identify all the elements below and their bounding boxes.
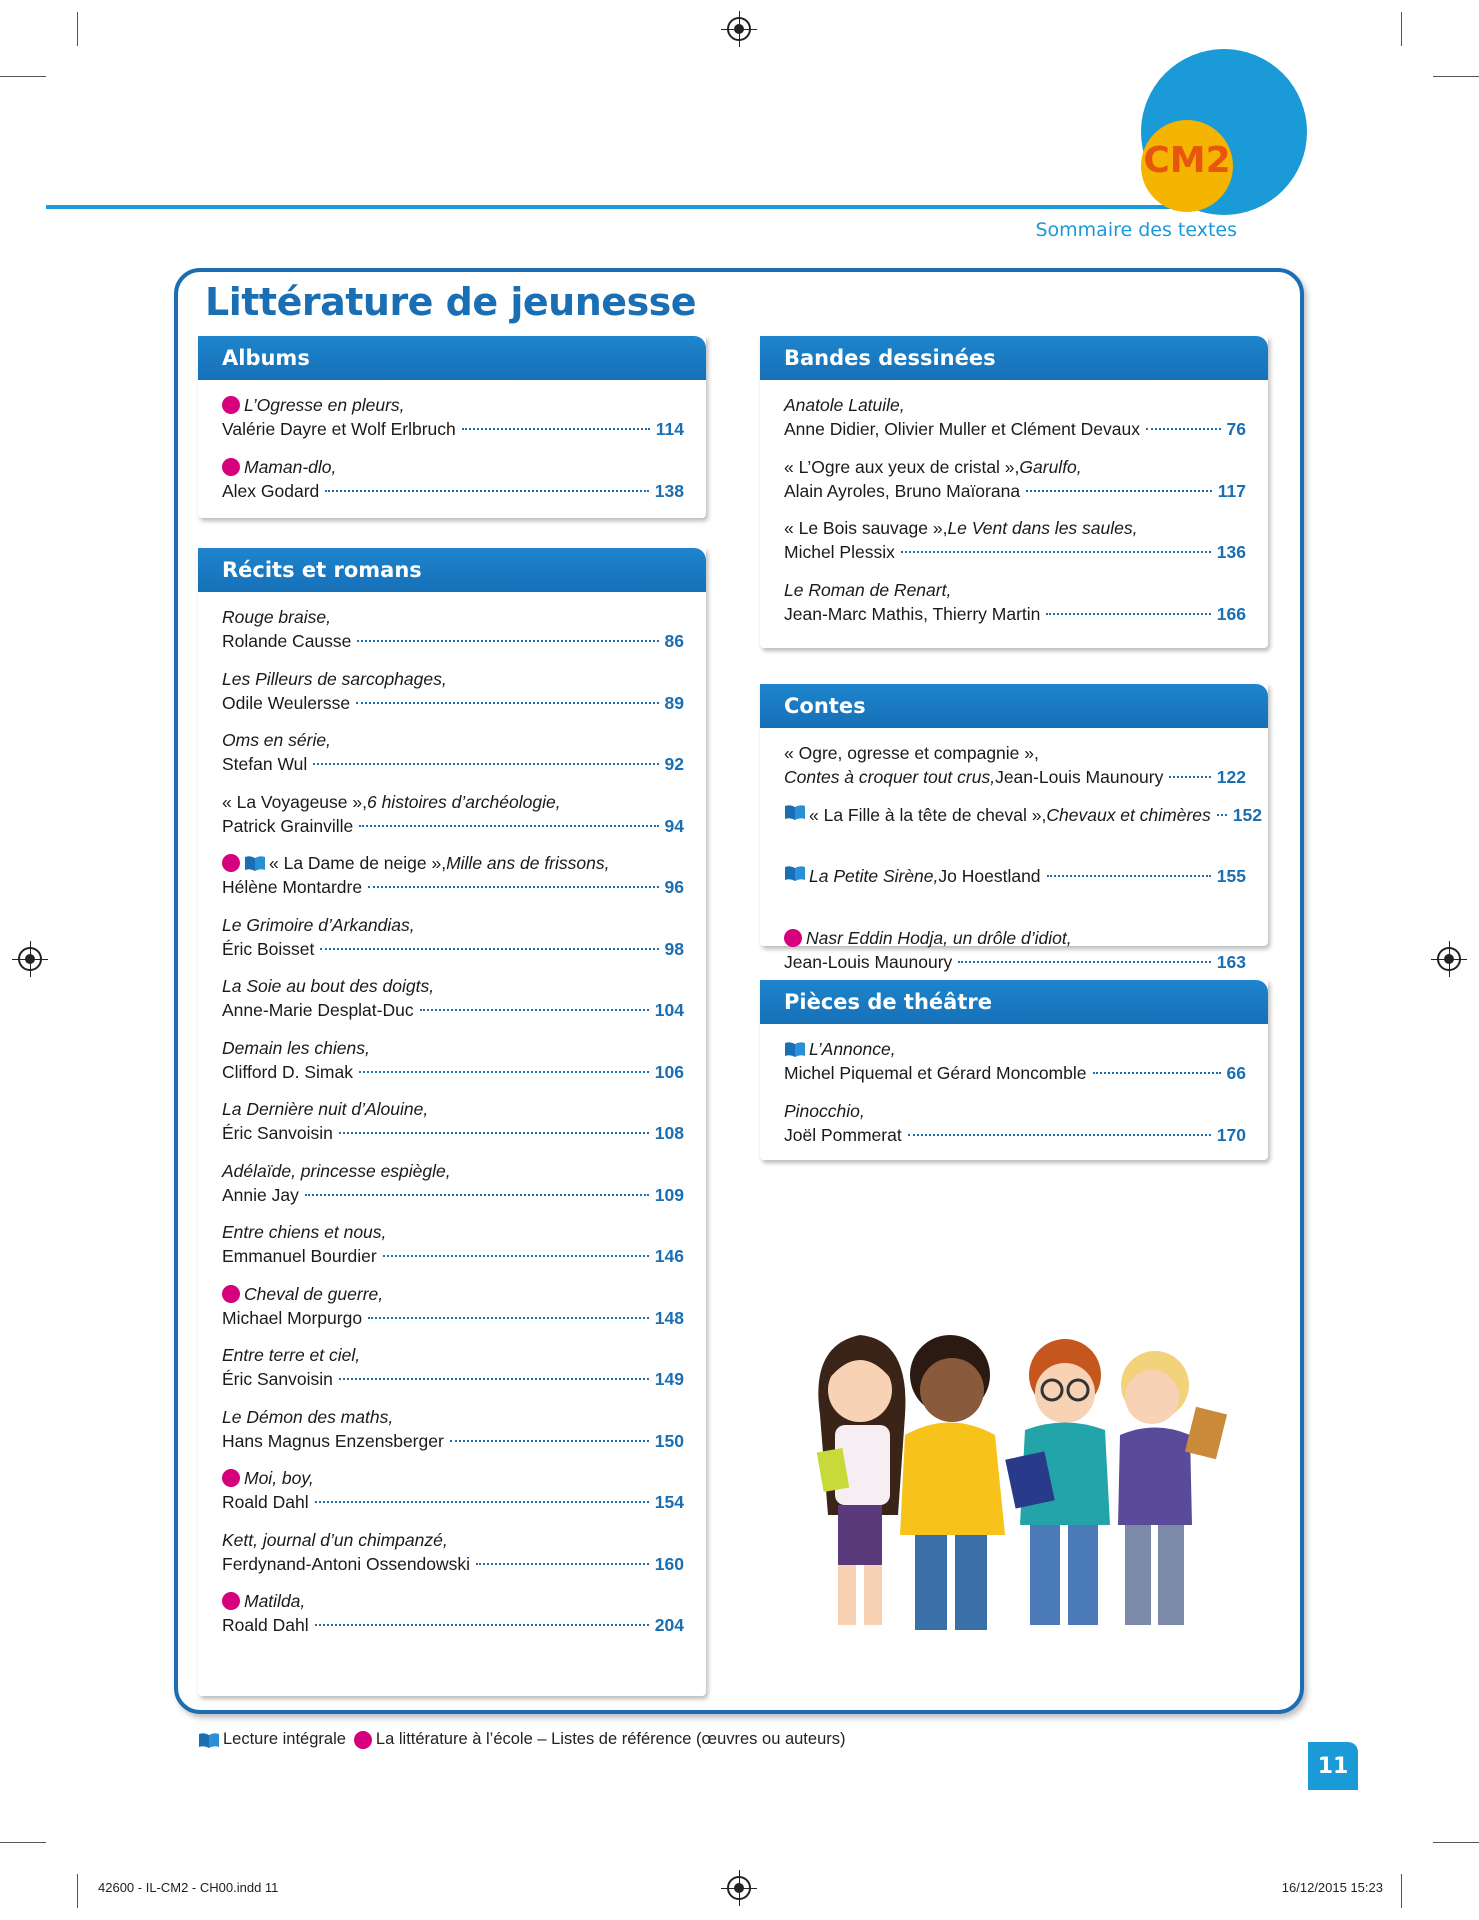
toc-entry[interactable] — [222, 1463, 684, 1525]
entry-title: La Dernière nuit d’Alouine, — [222, 1099, 429, 1119]
entry-title-line — [784, 741, 1246, 765]
entry-title-line — [222, 1220, 684, 1244]
entry-author: Éric Sanvoisin — [222, 1369, 333, 1389]
entry-title: Pinocchio, — [784, 1100, 865, 1121]
entry-title: Le Vent dans les saules, — [947, 518, 1138, 538]
leader-dots — [450, 1440, 649, 1442]
entry-author-line — [222, 814, 684, 838]
bd-heading: Bandes dessinées — [784, 346, 996, 370]
entry-title: 6 histoires d’archéologie, — [366, 791, 561, 812]
entry-author-line — [222, 1367, 684, 1391]
entry-author-line — [784, 765, 1246, 789]
leader-dots — [908, 1134, 1211, 1136]
toc-entry[interactable] — [222, 1402, 684, 1464]
albums-list — [198, 380, 706, 519]
crop-mark — [77, 12, 78, 46]
registration-mark — [18, 947, 42, 971]
pink-dot-icon — [222, 1592, 240, 1610]
leader-dots — [320, 948, 658, 950]
entry-title-line — [222, 455, 684, 479]
entry-page: 163 — [1216, 951, 1246, 972]
theatre-box — [760, 980, 1268, 1160]
entry-author: Jean-Louis Maunoury — [995, 767, 1164, 787]
entry-title: La Petite Sirène, — [809, 866, 939, 886]
leader-dots — [315, 1501, 649, 1503]
entry-author: Éric Boisset — [222, 938, 315, 959]
toc-entry[interactable] — [222, 1279, 684, 1341]
children-reading-illustration — [780, 1285, 1260, 1635]
leader-dots — [1146, 428, 1221, 430]
slug-left: 42600 - IL-CM2 - CH00.indd 11 — [98, 1880, 279, 1895]
pink-dot-icon — [222, 854, 240, 872]
entry-title: Le Grimoire d’Arkandias, — [222, 914, 415, 935]
leader-dots — [1093, 1072, 1221, 1074]
leader-dots — [339, 1132, 649, 1134]
entry-author: Michel Plessix — [784, 542, 895, 562]
entry-page: 155 — [1216, 866, 1246, 886]
entry-page: 86 — [664, 631, 684, 651]
leader-dots — [958, 961, 1211, 963]
leader-dots — [315, 1624, 649, 1626]
theatre-heading: Pièces de théâtre — [784, 990, 992, 1014]
registration-mark — [1437, 947, 1461, 971]
entry-title: Demain les chiens, — [222, 1037, 370, 1058]
entry-page: 148 — [654, 1307, 684, 1328]
entry-author-line — [222, 629, 684, 653]
toc-entry[interactable] — [784, 390, 1246, 452]
entry-title-line — [222, 1282, 684, 1306]
entry-prefix: « La Fille à la tête de cheval », — [809, 804, 1047, 825]
entry-author: Clifford D. Simak — [222, 1061, 353, 1082]
book-icon — [244, 854, 266, 872]
entry-title-line — [222, 790, 684, 814]
crop-mark — [77, 1874, 78, 1908]
pink-dot-icon — [222, 458, 240, 476]
slug-right: 16/12/2015 15:23 — [1281, 1880, 1383, 1895]
entry-title: Nasr Eddin Hodja, un drôle d’idiot, — [806, 927, 1072, 948]
toc-entry[interactable] — [784, 1096, 1246, 1158]
entry-title: Maman-dlo, — [244, 456, 337, 477]
entry-title-line — [784, 864, 1246, 888]
entry-title-line — [784, 1037, 1246, 1061]
crop-mark — [0, 1842, 46, 1843]
entry-author: Rolande Causse — [222, 631, 352, 651]
entry-page: 104 — [654, 1000, 684, 1020]
theatre-header — [760, 980, 1268, 1024]
entry-author-line — [784, 479, 1246, 503]
entry-author-line — [784, 1061, 1246, 1085]
toc-entry[interactable] — [222, 725, 684, 787]
toc-entry[interactable] — [784, 513, 1246, 575]
entry-page: 98 — [664, 938, 684, 959]
toc-entry[interactable] — [222, 1156, 684, 1218]
toc-entry[interactable] — [222, 452, 684, 514]
entry-author-line — [222, 1552, 684, 1576]
leader-dots — [383, 1255, 649, 1257]
entry-page: 94 — [664, 815, 684, 836]
toc-entry[interactable] — [222, 1094, 684, 1156]
entry-page: 170 — [1216, 1124, 1246, 1145]
bd-header — [760, 336, 1268, 380]
crop-mark — [1433, 1842, 1479, 1843]
entry-title-line — [222, 728, 684, 752]
registration-mark — [727, 17, 751, 41]
recits-box — [198, 548, 706, 1696]
leader-dots — [368, 1317, 649, 1319]
entry-title-line — [222, 1466, 684, 1490]
toc-entry[interactable] — [222, 1525, 684, 1587]
entry-page: 114 — [655, 419, 684, 439]
entry-page: 89 — [664, 692, 684, 713]
book-icon — [784, 803, 806, 821]
entry-page: 106 — [654, 1061, 684, 1082]
entry-author-line — [222, 1490, 684, 1514]
albums-heading: Albums — [222, 346, 310, 370]
entry-title-line — [222, 913, 684, 937]
entry-title-line — [784, 393, 1246, 417]
leader-dots — [1046, 613, 1210, 615]
entry-page: 136 — [1216, 542, 1246, 562]
entry-author: Jean-Marc Mathis, Thierry Martin — [784, 603, 1041, 624]
leader-dots — [901, 551, 1211, 553]
pink-dot-icon — [222, 1469, 240, 1487]
toc-entry[interactable] — [784, 452, 1246, 514]
leader-dots — [356, 702, 658, 704]
entry-author-line — [222, 1060, 684, 1084]
leader-dots — [1047, 875, 1211, 877]
entry-author: Annie Jay — [222, 1184, 299, 1205]
pink-dot-icon — [354, 1731, 372, 1749]
entry-title: Garulfo, — [1019, 456, 1082, 477]
entry-author-line — [222, 875, 684, 899]
entry-title-line — [222, 605, 684, 629]
crop-mark — [1401, 12, 1402, 46]
toc-entry[interactable] — [222, 1586, 684, 1648]
entry-page: 149 — [654, 1369, 684, 1389]
entry-title: Les Pilleurs de sarcophages, — [222, 668, 447, 689]
entry-author: Éric Sanvoisin — [222, 1123, 333, 1143]
entry-page: 76 — [1226, 419, 1246, 439]
toc-entry[interactable] — [222, 1033, 684, 1095]
leader-dots — [462, 428, 650, 430]
entry-page: 117 — [1217, 480, 1246, 501]
entry-prefix: « Ogre, ogresse et compagnie », — [784, 743, 1039, 763]
entry-title: Kett, journal d’un chimpanzé, — [222, 1529, 448, 1550]
entry-author-line — [222, 691, 684, 715]
entry-author: Odile Weulersse — [222, 692, 351, 713]
entry-page: 122 — [1216, 767, 1246, 787]
entry-author-line — [222, 1183, 684, 1207]
entry-author-line — [222, 1306, 684, 1330]
toc-entry[interactable] — [222, 664, 684, 726]
entry-title: Rouge braise, — [222, 607, 331, 627]
crop-mark — [1433, 76, 1479, 77]
entry-title: Anatole Latuile, — [784, 395, 905, 415]
entry-title-line — [784, 1099, 1246, 1123]
entry-author-line — [222, 1613, 684, 1637]
bd-box — [760, 336, 1268, 648]
entry-author-line — [222, 479, 684, 503]
entry-title: Mille ans de frissons, — [446, 853, 610, 873]
page-number: 11 — [1308, 1742, 1358, 1790]
entry-page: 92 — [664, 754, 684, 774]
entry-title-line — [222, 851, 684, 875]
entry-page: 108 — [654, 1123, 684, 1143]
entry-title: Matilda, — [244, 1591, 306, 1611]
toc-entry[interactable] — [784, 923, 1246, 985]
entry-author: Michel Piquemal et Gérard Moncomble — [784, 1063, 1087, 1083]
entry-page: 138 — [654, 480, 684, 501]
entry-page: 166 — [1216, 603, 1246, 624]
entry-author: Roald Dahl — [222, 1615, 309, 1635]
toc-entry[interactable] — [222, 848, 684, 910]
entry-title-line — [222, 667, 684, 691]
theatre-list — [760, 1024, 1268, 1163]
contes-header — [760, 684, 1268, 728]
entry-title: Oms en série, — [222, 730, 331, 750]
entry-page: 150 — [654, 1430, 684, 1451]
toc-entry[interactable] — [784, 800, 1262, 862]
toc-entry[interactable] — [784, 738, 1246, 800]
entry-title-line — [784, 926, 1246, 950]
entry-author: Emmanuel Bourdier — [222, 1246, 377, 1266]
entry-author: Stefan Wul — [222, 754, 308, 774]
entry-title-line — [222, 1097, 684, 1121]
entry-title: L’Ogresse en pleurs, — [244, 395, 405, 415]
leader-dots — [476, 1563, 649, 1565]
leader-dots — [305, 1194, 649, 1196]
leader-dots — [1026, 490, 1212, 492]
leader-dots — [313, 763, 658, 765]
entry-title: Chevaux et chimères — [1046, 804, 1211, 825]
entry-prefix: « Le Bois sauvage », — [784, 518, 948, 538]
bd-list — [760, 380, 1268, 642]
leader-dots — [359, 1071, 649, 1073]
entry-suffix: Jo Hoestland — [938, 866, 1041, 886]
toc-entry[interactable] — [784, 861, 1246, 923]
entry-title-line — [784, 516, 1246, 540]
entry-title-line — [222, 974, 684, 998]
entry-title: Cheval de guerre, — [244, 1283, 384, 1304]
entry-prefix: « La Dame de neige », — [269, 853, 447, 873]
toc-entry[interactable] — [222, 910, 684, 972]
entry-author: Valérie Dayre et Wolf Erlbruch — [222, 419, 456, 439]
leader-dots — [1169, 776, 1210, 778]
entry-author-line — [784, 602, 1246, 626]
entry-page: 154 — [654, 1492, 684, 1512]
recits-header — [198, 548, 706, 592]
contes-box — [760, 684, 1268, 972]
entry-collection: Contes à croquer tout crus, — [784, 767, 996, 787]
recits-heading: Récits et romans — [222, 558, 422, 582]
entry-author: Michael Morpurgo — [222, 1307, 363, 1328]
crop-mark — [0, 76, 46, 77]
entry-title-line — [222, 1405, 684, 1429]
entry-prefix: « L’Ogre aux yeux de cristal », — [784, 456, 1020, 477]
entry-title-line — [222, 1343, 684, 1367]
entry-author: Anne-Marie Desplat-Duc — [222, 1000, 414, 1020]
entry-title-line — [222, 1528, 684, 1552]
leader-dots — [368, 886, 658, 888]
entry-author-line — [784, 540, 1246, 564]
leader-dots — [325, 490, 649, 492]
section-subtitle: Sommaire des textes — [1035, 219, 1237, 241]
legend-book-label: Lecture intégrale — [223, 1730, 346, 1748]
entry-author-line — [222, 1429, 684, 1453]
contes-heading: Contes — [784, 694, 866, 718]
entry-prefix: « La Voyageuse », — [222, 791, 367, 812]
entry-page: 146 — [654, 1246, 684, 1266]
entry-author: Roald Dahl — [222, 1492, 309, 1512]
contes-list — [760, 728, 1268, 990]
entry-page: 109 — [654, 1184, 684, 1205]
entry-author-line — [222, 937, 684, 961]
entry-title: Adélaïde, princesse espiègle, — [222, 1160, 451, 1181]
crop-mark — [1401, 1874, 1402, 1908]
entry-author-line — [222, 998, 684, 1022]
registration-mark — [727, 1876, 751, 1900]
legend-pink-label: La littérature à l’école – Listes de référence (œuvres ou auteurs) — [375, 1730, 846, 1748]
entry-author-line — [784, 1123, 1246, 1147]
entry-page: 66 — [1226, 1063, 1246, 1083]
pink-dot-icon — [784, 929, 802, 947]
toc-entry[interactable] — [784, 1034, 1246, 1096]
entry-title: Entre terre et ciel, — [222, 1345, 361, 1365]
entry-title-line — [222, 1159, 684, 1183]
entry-title: L’Annonce, — [809, 1039, 896, 1059]
toc-entry[interactable] — [784, 575, 1246, 637]
entry-page: 204 — [654, 1615, 684, 1635]
entry-title: Entre chiens et nous, — [222, 1222, 387, 1242]
entry-author: Hans Magnus Enzensberger — [222, 1430, 444, 1451]
entry-title: Moi, boy, — [244, 1468, 314, 1488]
entry-title-line — [784, 578, 1246, 602]
entry-title-line — [784, 455, 1246, 479]
leader-dots — [359, 825, 658, 827]
albums-header — [198, 336, 706, 380]
cm2-badge-label: CM2 — [1143, 140, 1231, 181]
entry-title: Le Roman de Renart, — [784, 579, 952, 600]
entry-author: Alex Godard — [222, 480, 320, 501]
legend — [198, 1730, 846, 1749]
entry-author: Joël Pommerat — [784, 1124, 902, 1145]
albums-box — [198, 336, 706, 518]
entry-author: Ferdynand-Antoni Ossendowski — [222, 1553, 471, 1574]
toc-entry[interactable] — [222, 1340, 684, 1402]
toc-entry[interactable] — [222, 787, 684, 849]
entry-author: Hélène Montardre — [222, 877, 363, 897]
entry-author-line — [784, 417, 1246, 441]
entry-title-line — [222, 393, 684, 417]
leader-dots — [357, 640, 658, 642]
leader-dots — [420, 1009, 649, 1011]
page-title: Littérature de jeunesse — [205, 280, 697, 324]
leader-dots — [1217, 814, 1227, 816]
toc-entry[interactable] — [222, 971, 684, 1033]
entry-author-line — [784, 950, 1246, 974]
header-rule — [46, 205, 1196, 209]
entry-author: Alain Ayroles, Bruno Maïorana — [784, 480, 1021, 501]
entry-title-line — [222, 1036, 684, 1060]
entry-author: Anne Didier, Olivier Muller et Clément Devaux — [784, 419, 1140, 439]
entry-title-line — [784, 803, 1262, 827]
toc-entry[interactable] — [222, 390, 684, 452]
entry-author-line — [222, 417, 684, 441]
entry-title: La Soie au bout des doigts, — [222, 976, 435, 996]
toc-entry[interactable] — [222, 1217, 684, 1279]
pink-dot-icon — [222, 1285, 240, 1303]
entry-page: 96 — [664, 877, 684, 897]
entry-page: 160 — [654, 1553, 684, 1574]
book-icon — [784, 1040, 806, 1058]
entry-author: Patrick Grainville — [222, 815, 354, 836]
entry-author: Jean-Louis Maunoury — [784, 951, 953, 972]
entry-page: 152 — [1232, 804, 1262, 825]
toc-entry[interactable] — [222, 602, 684, 664]
leader-dots — [339, 1378, 649, 1380]
recits-list — [198, 592, 706, 1654]
entry-author-line — [222, 752, 684, 776]
entry-author-line — [222, 1244, 684, 1268]
entry-title: Le Démon des maths, — [222, 1406, 394, 1427]
pink-dot-icon — [222, 396, 240, 414]
entry-author-line — [222, 1121, 684, 1145]
book-icon — [784, 864, 806, 882]
entry-title-line — [222, 1589, 684, 1613]
book-icon — [198, 1731, 220, 1749]
